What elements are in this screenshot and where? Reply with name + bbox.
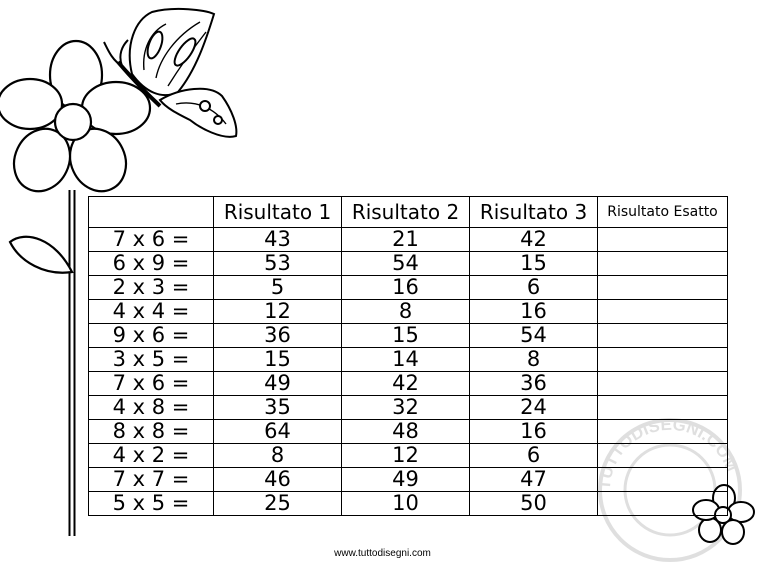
result-1-cell: 12 [214,300,342,324]
multiplication-expression: 3 x 5 = [89,348,214,372]
result-2-cell: 14 [342,348,470,372]
table-row [89,444,728,468]
exact-result-answer-cell[interactable] [598,372,728,396]
table-row [89,228,728,252]
column-header-result-1: Risultato 1 [214,197,342,228]
result-2-cell: 21 [342,228,470,252]
result-2-cell: 16 [342,276,470,300]
result-3-cell: 6 [470,276,598,300]
result-1-cell: 8 [214,444,342,468]
multiplication-expression: 4 x 2 = [89,444,214,468]
exact-result-answer-cell[interactable] [598,252,728,276]
result-2-cell: 15 [342,324,470,348]
result-3-cell: 16 [470,300,598,324]
table-header-row [89,197,728,228]
result-1-cell: 5 [214,276,342,300]
result-2-cell: 32 [342,396,470,420]
multiplication-expression: 7 x 6 = [89,372,214,396]
result-3-cell: 42 [470,228,598,252]
result-3-cell: 50 [470,492,598,516]
exact-result-answer-cell[interactable] [598,420,728,444]
result-2-cell: 8 [342,300,470,324]
result-1-cell: 53 [214,252,342,276]
result-3-cell: 36 [470,372,598,396]
table-row [89,492,728,516]
multiplication-expression: 4 x 8 = [89,396,214,420]
table-row [89,372,728,396]
result-3-cell: 16 [470,420,598,444]
exact-result-answer-cell[interactable] [598,300,728,324]
multiplication-expression: 8 x 8 = [89,420,214,444]
column-header-empty [89,197,214,228]
result-2-cell: 48 [342,420,470,444]
result-2-cell: 42 [342,372,470,396]
result-3-cell: 54 [470,324,598,348]
result-3-cell: 47 [470,468,598,492]
result-2-cell: 49 [342,468,470,492]
column-header-exact-result: Risultato Esatto [598,197,728,228]
table-row [89,324,728,348]
result-3-cell: 15 [470,252,598,276]
table-row [89,468,728,492]
result-2-cell: 12 [342,444,470,468]
column-header-result-2: Risultato 2 [342,197,470,228]
multiplication-expression: 7 x 7 = [89,468,214,492]
multiplication-expression: 4 x 4 = [89,300,214,324]
result-2-cell: 10 [342,492,470,516]
result-3-cell: 8 [470,348,598,372]
column-header-result-3: Risultato 3 [470,197,598,228]
result-2-cell: 54 [342,252,470,276]
table-row [89,420,728,444]
table-row [89,276,728,300]
multiplication-expression: 6 x 9 = [89,252,214,276]
result-1-cell: 49 [214,372,342,396]
multiplication-table [88,196,728,516]
result-3-cell: 6 [470,444,598,468]
exact-result-answer-cell[interactable] [598,396,728,420]
multiplication-expression: 5 x 5 = [89,492,214,516]
exact-result-answer-cell[interactable] [598,444,728,468]
multiplication-expression: 9 x 6 = [89,324,214,348]
result-1-cell: 46 [214,468,342,492]
exact-result-answer-cell[interactable] [598,276,728,300]
exact-result-answer-cell[interactable] [598,492,728,516]
exact-result-answer-cell[interactable] [598,228,728,252]
exact-result-answer-cell[interactable] [598,468,728,492]
result-1-cell: 64 [214,420,342,444]
multiplication-expression: 2 x 3 = [89,276,214,300]
footer-url: www.tuttodisegni.com [334,548,431,559]
table-row [89,348,728,372]
result-3-cell: 24 [470,396,598,420]
multiplication-expression: 7 x 6 = [89,228,214,252]
watermark-text: TUTTODISEGNI.COM [594,414,742,491]
result-1-cell: 43 [214,228,342,252]
table-row [89,300,728,324]
result-1-cell: 36 [214,324,342,348]
result-1-cell: 35 [214,396,342,420]
table-row [89,252,728,276]
table-row [89,396,728,420]
exact-result-answer-cell[interactable] [598,324,728,348]
result-1-cell: 25 [214,492,342,516]
exact-result-answer-cell[interactable] [598,348,728,372]
result-1-cell: 15 [214,348,342,372]
